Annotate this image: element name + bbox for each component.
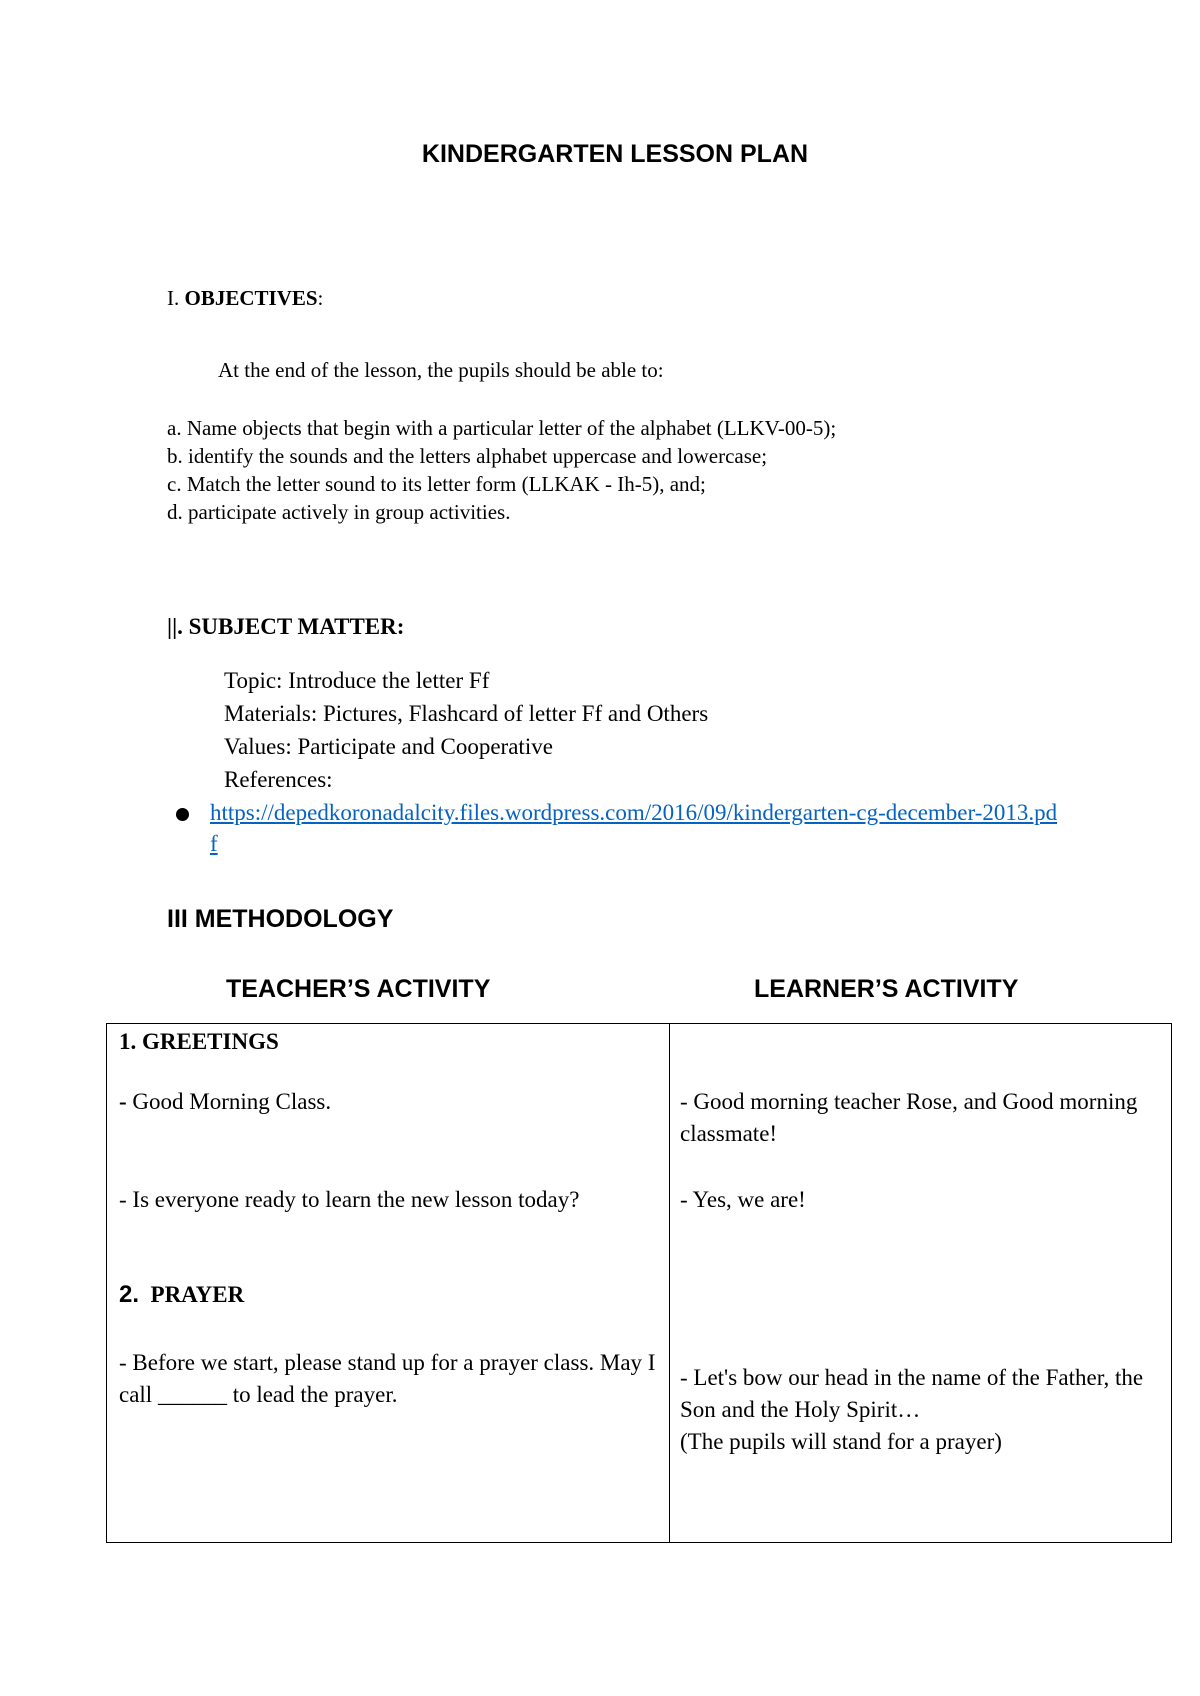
learner-greeting: - Good morning teacher Rose, and Good morning classmate!	[680, 1089, 1138, 1146]
objective-item: c. Match the letter sound to its letter form (LLKAK - Ih-5), and;	[167, 472, 706, 496]
objective-item: d. participate actively in group activities.	[167, 500, 511, 524]
page-title: KINDERGARTEN LESSON PLAN	[421, 140, 809, 168]
learner-prayer-response	[680, 1362, 1150, 1458]
objective-item: a. Name objects that begin with a particular letter of the alphabet (LLKV-00-5);	[167, 416, 837, 440]
learner-activity-header: LEARNER’S ACTIVITY	[754, 975, 1019, 1003]
methodology-heading: III METHODOLOGY	[167, 905, 394, 933]
subject-matter-heading: ||. SUBJECT MATTER:	[167, 614, 405, 639]
learner-prayer-note: (The pupils will stand for a prayer)	[680, 1429, 1002, 1454]
objectives-list	[167, 414, 836, 526]
teacher-greeting-text: Good Morning Class.	[126, 1089, 332, 1114]
teacher-activity-header: TEACHER’S ACTIVITY	[226, 975, 491, 1003]
prayer-heading-text: PRAYER	[150, 1282, 245, 1307]
prayer-heading-number: 2.	[119, 1281, 140, 1308]
objectives-heading	[167, 286, 323, 311]
prayer-heading	[119, 1279, 244, 1311]
objectives-heading-colon: :	[317, 286, 324, 310]
bullet-icon	[176, 808, 189, 821]
learner-prayer-line: - Let's bow our head in the name of the Father, the Son and the Holy Spirit…	[680, 1365, 1144, 1422]
values-line: Values: Participate and Cooperative	[224, 734, 553, 759]
activity-table	[106, 1023, 1172, 1543]
materials-line: Materials: Pictures, Flashcard of letter Ff and Others	[224, 701, 709, 726]
teacher-greeting	[119, 1086, 331, 1118]
objectives-intro: At the end of the lesson, the pupils should be able to:	[218, 358, 664, 382]
teacher-ready-question: - Is everyone ready to learn the new lesson today?	[119, 1187, 580, 1212]
teacher-greeting-dash: -	[119, 1089, 127, 1114]
teacher-activity-cell	[107, 1024, 670, 1543]
greetings-heading: 1. GREETINGS	[119, 1029, 279, 1054]
references-label: References:	[224, 767, 333, 792]
objectives-heading-text: OBJECTIVES	[184, 286, 318, 310]
topic-line: Topic: Introduce the letter Ff	[224, 668, 490, 693]
learner-activity-cell	[670, 1024, 1172, 1543]
objective-item: b. identify the sounds and the letters alphabet uppercase and lowercase;	[167, 444, 768, 468]
subject-matter-details	[224, 664, 708, 796]
objectives-heading-number: I.	[167, 286, 180, 310]
reference-link[interactable]: https://depedkoronadalcity.files.wordpress.com/2016/09/kindergarten-cg-december-2013.pdf	[210, 800, 1058, 856]
teacher-prayer-instruction: - Before we start, please stand up for a prayer class. May I call ______ to lead the prayer.	[119, 1350, 656, 1407]
learner-ready-answer: - Yes, we are!	[680, 1187, 806, 1212]
